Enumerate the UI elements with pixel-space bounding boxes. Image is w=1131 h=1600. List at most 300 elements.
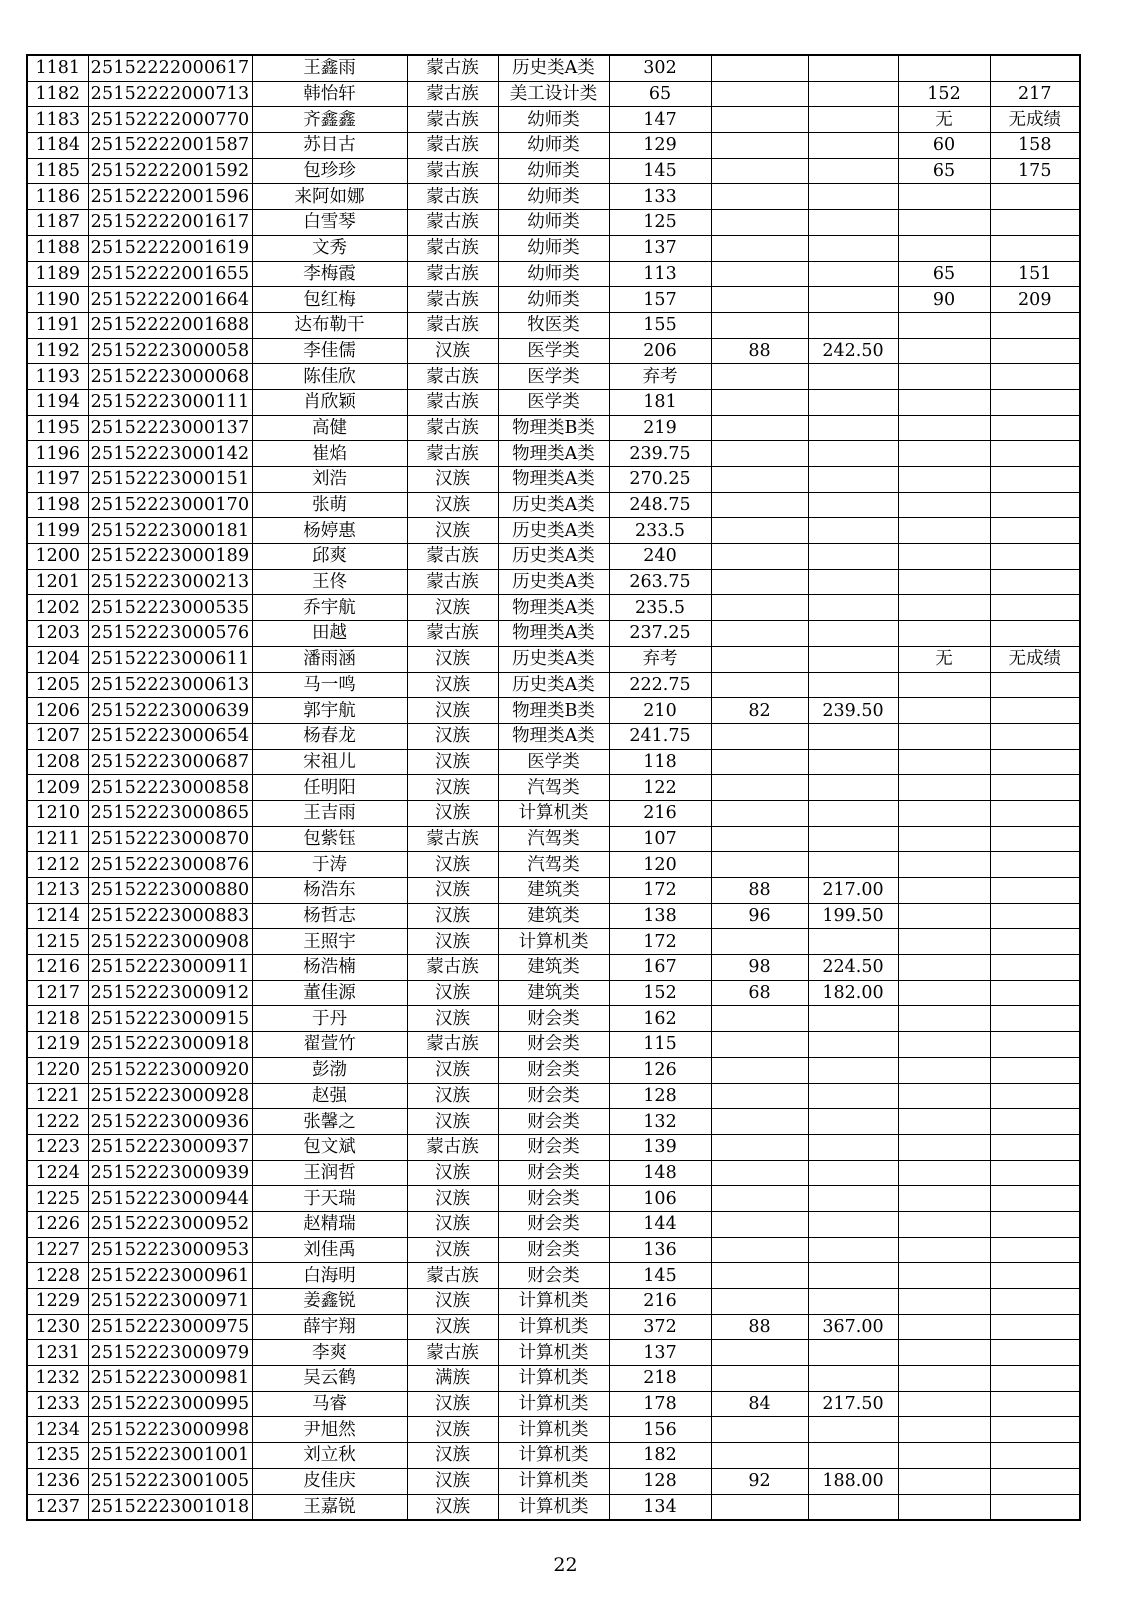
total-score-cell <box>808 364 898 390</box>
row-number-cell: 1190 <box>27 287 88 313</box>
name-cell: 文秀 <box>252 235 407 261</box>
row-number-cell: 1182 <box>27 81 88 107</box>
extra-score-cell <box>898 544 990 570</box>
skill-score-cell <box>711 261 808 287</box>
ethnicity-cell: 汉族 <box>407 723 498 749</box>
category-cell: 计算机类 <box>498 1417 609 1443</box>
row-number-cell: 1233 <box>27 1391 88 1417</box>
row-number-cell: 1214 <box>27 903 88 929</box>
ethnicity-cell: 汉族 <box>407 800 498 826</box>
exam-id-cell: 25152222000770 <box>88 107 252 133</box>
exam-id-cell: 25152223000058 <box>88 338 252 364</box>
table-row <box>27 158 1080 184</box>
total-score-cell <box>808 312 898 338</box>
culture-score-cell: 139 <box>609 1134 711 1160</box>
total-score-cell <box>808 569 898 595</box>
culture-score-cell: 148 <box>609 1160 711 1186</box>
extra-total-cell <box>990 389 1080 415</box>
table-row <box>27 1443 1080 1469</box>
ethnicity-cell: 汉族 <box>407 595 498 621</box>
name-cell: 董佳源 <box>252 980 407 1006</box>
total-score-cell <box>808 1006 898 1032</box>
category-cell: 医学类 <box>498 749 609 775</box>
extra-score-cell <box>898 1057 990 1083</box>
extra-total-cell <box>990 852 1080 878</box>
exam-id-cell: 25152223000213 <box>88 569 252 595</box>
name-cell: 刘浩 <box>252 467 407 493</box>
extra-total-cell: 175 <box>990 158 1080 184</box>
category-cell: 物理类A类 <box>498 723 609 749</box>
row-number-cell: 1210 <box>27 800 88 826</box>
extra-score-cell <box>898 235 990 261</box>
skill-score-cell <box>711 646 808 672</box>
extra-score-cell <box>898 210 990 236</box>
extra-score-cell <box>898 364 990 390</box>
ethnicity-cell: 蒙古族 <box>407 955 498 981</box>
name-cell: 白雪琴 <box>252 210 407 236</box>
extra-score-cell: 无 <box>898 646 990 672</box>
culture-score-cell: 106 <box>609 1186 711 1212</box>
extra-score-cell <box>898 389 990 415</box>
table-row <box>27 441 1080 467</box>
exam-id-cell: 25152223000939 <box>88 1160 252 1186</box>
table-row <box>27 133 1080 159</box>
culture-score-cell: 240 <box>609 544 711 570</box>
extra-score-cell <box>898 903 990 929</box>
skill-score-cell <box>711 55 808 81</box>
extra-score-cell <box>898 1032 990 1058</box>
total-score-cell: 242.50 <box>808 338 898 364</box>
category-cell: 建筑类 <box>498 878 609 904</box>
category-cell: 医学类 <box>498 364 609 390</box>
table-row <box>27 467 1080 493</box>
skill-score-cell <box>711 1057 808 1083</box>
category-cell: 建筑类 <box>498 980 609 1006</box>
category-cell: 财会类 <box>498 1237 609 1263</box>
extra-total-cell <box>990 980 1080 1006</box>
skill-score-cell <box>711 389 808 415</box>
extra-score-cell <box>898 312 990 338</box>
skill-score-cell <box>711 467 808 493</box>
exam-id-cell: 25152223000137 <box>88 415 252 441</box>
exam-id-cell: 25152223000998 <box>88 1417 252 1443</box>
total-score-cell <box>808 749 898 775</box>
category-cell: 计算机类 <box>498 1289 609 1315</box>
exam-id-cell: 25152223000975 <box>88 1314 252 1340</box>
name-cell: 张萌 <box>252 492 407 518</box>
name-cell: 于天瑞 <box>252 1186 407 1212</box>
extra-score-cell <box>898 1006 990 1032</box>
ethnicity-cell: 汉族 <box>407 903 498 929</box>
culture-score-cell: 113 <box>609 261 711 287</box>
ethnicity-cell: 汉族 <box>407 492 498 518</box>
row-number-cell: 1228 <box>27 1263 88 1289</box>
skill-score-cell <box>711 210 808 236</box>
exam-id-cell: 25152223000865 <box>88 800 252 826</box>
total-score-cell <box>808 287 898 313</box>
table-row <box>27 389 1080 415</box>
row-number-cell: 1205 <box>27 672 88 698</box>
ethnicity-cell: 汉族 <box>407 1160 498 1186</box>
name-cell: 彭渤 <box>252 1057 407 1083</box>
table-row <box>27 595 1080 621</box>
table-row <box>27 312 1080 338</box>
total-score-cell <box>808 55 898 81</box>
table-row <box>27 852 1080 878</box>
ethnicity-cell: 汉族 <box>407 1417 498 1443</box>
name-cell: 杨浩东 <box>252 878 407 904</box>
row-number-cell: 1208 <box>27 749 88 775</box>
exam-id-cell: 25152223000995 <box>88 1391 252 1417</box>
row-number-cell: 1224 <box>27 1160 88 1186</box>
name-cell: 杨婷惠 <box>252 518 407 544</box>
row-number-cell: 1195 <box>27 415 88 441</box>
skill-score-cell: 88 <box>711 338 808 364</box>
total-score-cell <box>808 800 898 826</box>
extra-total-cell: 217 <box>990 81 1080 107</box>
skill-score-cell <box>711 184 808 210</box>
ethnicity-cell: 汉族 <box>407 1109 498 1135</box>
extra-score-cell <box>898 1134 990 1160</box>
total-score-cell <box>808 1160 898 1186</box>
exam-id-cell: 25152222001617 <box>88 210 252 236</box>
name-cell: 李佳儒 <box>252 338 407 364</box>
total-score-cell: 188.00 <box>808 1468 898 1494</box>
culture-score-cell: 222.75 <box>609 672 711 698</box>
skill-score-cell <box>711 929 808 955</box>
skill-score-cell <box>711 595 808 621</box>
ethnicity-cell: 蒙古族 <box>407 621 498 647</box>
skill-score-cell <box>711 569 808 595</box>
total-score-cell <box>808 492 898 518</box>
skill-score-cell <box>711 1160 808 1186</box>
total-score-cell <box>808 672 898 698</box>
exam-id-cell: 25152223000068 <box>88 364 252 390</box>
row-number-cell: 1201 <box>27 569 88 595</box>
culture-score-cell: 233.5 <box>609 518 711 544</box>
total-score-cell <box>808 184 898 210</box>
total-score-cell <box>808 1289 898 1315</box>
name-cell: 韩怡轩 <box>252 81 407 107</box>
ethnicity-cell: 汉族 <box>407 929 498 955</box>
name-cell: 王吉雨 <box>252 800 407 826</box>
skill-score-cell: 96 <box>711 903 808 929</box>
culture-score-cell: 弃考 <box>609 364 711 390</box>
skill-score-cell: 88 <box>711 878 808 904</box>
exam-id-cell: 25152222001664 <box>88 287 252 313</box>
row-number-cell: 1222 <box>27 1109 88 1135</box>
ethnicity-cell: 汉族 <box>407 1494 498 1520</box>
category-cell: 历史类A类 <box>498 672 609 698</box>
exam-id-cell: 25152223000908 <box>88 929 252 955</box>
skill-score-cell <box>711 1109 808 1135</box>
row-number-cell: 1207 <box>27 723 88 749</box>
total-score-cell <box>808 81 898 107</box>
row-number-cell: 1181 <box>27 55 88 81</box>
culture-score-cell: 178 <box>609 1391 711 1417</box>
skill-score-cell <box>711 1289 808 1315</box>
total-score-cell <box>808 775 898 801</box>
row-number-cell: 1209 <box>27 775 88 801</box>
row-number-cell: 1213 <box>27 878 88 904</box>
ethnicity-cell: 汉族 <box>407 1443 498 1469</box>
extra-total-cell <box>990 1314 1080 1340</box>
total-score-cell <box>808 261 898 287</box>
category-cell: 计算机类 <box>498 1391 609 1417</box>
extra-score-cell <box>898 1109 990 1135</box>
skill-score-cell <box>711 800 808 826</box>
total-score-cell: 239.50 <box>808 698 898 724</box>
skill-score-cell <box>711 544 808 570</box>
row-number-cell: 1226 <box>27 1211 88 1237</box>
ethnicity-cell: 汉族 <box>407 1391 498 1417</box>
category-cell: 幼师类 <box>498 261 609 287</box>
category-cell: 财会类 <box>498 1083 609 1109</box>
row-number-cell: 1196 <box>27 441 88 467</box>
skill-score-cell <box>711 158 808 184</box>
category-cell: 历史类A类 <box>498 518 609 544</box>
total-score-cell <box>808 389 898 415</box>
row-number-cell: 1225 <box>27 1186 88 1212</box>
extra-total-cell <box>990 1391 1080 1417</box>
ethnicity-cell: 汉族 <box>407 980 498 1006</box>
name-cell: 杨春龙 <box>252 723 407 749</box>
skill-score-cell <box>711 364 808 390</box>
culture-score-cell: 137 <box>609 235 711 261</box>
exam-id-cell: 25152222001619 <box>88 235 252 261</box>
name-cell: 白海明 <box>252 1263 407 1289</box>
exam-id-cell: 25152222001592 <box>88 158 252 184</box>
table-row <box>27 1314 1080 1340</box>
total-score-cell <box>808 723 898 749</box>
table-row <box>27 929 1080 955</box>
ethnicity-cell: 汉族 <box>407 518 498 544</box>
ethnicity-cell: 蒙古族 <box>407 415 498 441</box>
ethnicity-cell: 蒙古族 <box>407 261 498 287</box>
culture-score-cell: 210 <box>609 698 711 724</box>
extra-score-cell: 无 <box>898 107 990 133</box>
total-score-cell <box>808 415 898 441</box>
skill-score-cell <box>711 1237 808 1263</box>
exam-id-cell: 25152223000953 <box>88 1237 252 1263</box>
extra-score-cell <box>898 826 990 852</box>
culture-score-cell: 136 <box>609 1237 711 1263</box>
name-cell: 苏日古 <box>252 133 407 159</box>
total-score-cell <box>808 235 898 261</box>
name-cell: 马睿 <box>252 1391 407 1417</box>
category-cell: 财会类 <box>498 1186 609 1212</box>
extra-total-cell <box>990 1134 1080 1160</box>
category-cell: 历史类A类 <box>498 569 609 595</box>
ethnicity-cell: 汉族 <box>407 1289 498 1315</box>
name-cell: 翟萱竹 <box>252 1032 407 1058</box>
name-cell: 姜鑫锐 <box>252 1289 407 1315</box>
ethnicity-cell: 汉族 <box>407 698 498 724</box>
category-cell: 牧医类 <box>498 312 609 338</box>
skill-score-cell <box>711 1211 808 1237</box>
table-row <box>27 723 1080 749</box>
name-cell: 王润哲 <box>252 1160 407 1186</box>
name-cell: 尹旭然 <box>252 1417 407 1443</box>
extra-total-cell <box>990 55 1080 81</box>
total-score-cell <box>808 544 898 570</box>
ethnicity-cell: 蒙古族 <box>407 1134 498 1160</box>
category-cell: 幼师类 <box>498 184 609 210</box>
culture-score-cell: 235.5 <box>609 595 711 621</box>
row-number-cell: 1197 <box>27 467 88 493</box>
extra-score-cell <box>898 518 990 544</box>
exam-id-cell: 25152223000611 <box>88 646 252 672</box>
row-number-cell: 1231 <box>27 1340 88 1366</box>
extra-score-cell <box>898 698 990 724</box>
culture-score-cell: 122 <box>609 775 711 801</box>
row-number-cell: 1216 <box>27 955 88 981</box>
extra-total-cell <box>990 1211 1080 1237</box>
name-cell: 高健 <box>252 415 407 441</box>
name-cell: 郭宇航 <box>252 698 407 724</box>
category-cell: 财会类 <box>498 1263 609 1289</box>
skill-score-cell: 84 <box>711 1391 808 1417</box>
skill-score-cell <box>711 107 808 133</box>
total-score-cell <box>808 1083 898 1109</box>
name-cell: 杨哲志 <box>252 903 407 929</box>
total-score-cell <box>808 210 898 236</box>
row-number-cell: 1198 <box>27 492 88 518</box>
exam-id-cell: 25152222000713 <box>88 81 252 107</box>
table-row <box>27 1289 1080 1315</box>
culture-score-cell: 219 <box>609 415 711 441</box>
row-number-cell: 1234 <box>27 1417 88 1443</box>
category-cell: 历史类A类 <box>498 55 609 81</box>
extra-total-cell: 209 <box>990 287 1080 313</box>
name-cell: 刘立秋 <box>252 1443 407 1469</box>
ethnicity-cell: 汉族 <box>407 878 498 904</box>
extra-score-cell <box>898 980 990 1006</box>
extra-score-cell <box>898 1083 990 1109</box>
name-cell: 乔宇航 <box>252 595 407 621</box>
ethnicity-cell: 蒙古族 <box>407 544 498 570</box>
exam-id-cell: 25152223000151 <box>88 467 252 493</box>
exam-id-cell: 25152223000189 <box>88 544 252 570</box>
name-cell: 张馨之 <box>252 1109 407 1135</box>
total-score-cell: 199.50 <box>808 903 898 929</box>
name-cell: 马一鸣 <box>252 672 407 698</box>
total-score-cell: 182.00 <box>808 980 898 1006</box>
name-cell: 包珍珍 <box>252 158 407 184</box>
total-score-cell <box>808 646 898 672</box>
exam-id-cell: 25152223000535 <box>88 595 252 621</box>
table-row <box>27 287 1080 313</box>
total-score-cell <box>808 518 898 544</box>
culture-score-cell: 218 <box>609 1366 711 1392</box>
skill-score-cell <box>711 133 808 159</box>
skill-score-cell <box>711 441 808 467</box>
category-cell: 幼师类 <box>498 158 609 184</box>
table-row <box>27 518 1080 544</box>
extra-score-cell: 65 <box>898 261 990 287</box>
table-row <box>27 1263 1080 1289</box>
total-score-cell <box>808 1186 898 1212</box>
table-row <box>27 261 1080 287</box>
skill-score-cell <box>711 235 808 261</box>
total-score-cell <box>808 621 898 647</box>
name-cell: 李爽 <box>252 1340 407 1366</box>
exam-id-cell: 25152223000687 <box>88 749 252 775</box>
extra-score-cell <box>898 1211 990 1237</box>
skill-score-cell <box>711 1083 808 1109</box>
row-number-cell: 1193 <box>27 364 88 390</box>
table-row <box>27 1211 1080 1237</box>
name-cell: 达布勒干 <box>252 312 407 338</box>
ethnicity-cell: 汉族 <box>407 852 498 878</box>
extra-total-cell <box>990 1032 1080 1058</box>
extra-score-cell <box>898 1494 990 1520</box>
table-row <box>27 184 1080 210</box>
skill-score-cell <box>711 287 808 313</box>
extra-total-cell <box>990 364 1080 390</box>
table-row <box>27 1417 1080 1443</box>
extra-total-cell <box>990 621 1080 647</box>
total-score-cell <box>808 1340 898 1366</box>
total-score-cell <box>808 852 898 878</box>
skill-score-cell <box>711 723 808 749</box>
exam-id-cell: 25152223000920 <box>88 1057 252 1083</box>
ethnicity-cell: 蒙古族 <box>407 287 498 313</box>
extra-total-cell <box>990 1186 1080 1212</box>
name-cell: 潘雨涵 <box>252 646 407 672</box>
extra-total-cell <box>990 1443 1080 1469</box>
extra-total-cell <box>990 467 1080 493</box>
extra-score-cell <box>898 672 990 698</box>
ethnicity-cell: 汉族 <box>407 749 498 775</box>
total-score-cell <box>808 929 898 955</box>
name-cell: 包文斌 <box>252 1134 407 1160</box>
category-cell: 计算机类 <box>498 1494 609 1520</box>
extra-total-cell <box>990 415 1080 441</box>
total-score-cell <box>808 441 898 467</box>
table-row <box>27 235 1080 261</box>
exam-id-cell: 25152222001688 <box>88 312 252 338</box>
name-cell: 齐鑫鑫 <box>252 107 407 133</box>
exam-id-cell: 25152223000979 <box>88 1340 252 1366</box>
row-number-cell: 1192 <box>27 338 88 364</box>
table-row <box>27 800 1080 826</box>
exam-id-cell: 25152223000181 <box>88 518 252 544</box>
ethnicity-cell: 蒙古族 <box>407 569 498 595</box>
name-cell: 王佟 <box>252 569 407 595</box>
total-score-cell <box>808 1263 898 1289</box>
category-cell: 财会类 <box>498 1032 609 1058</box>
total-score-cell: 367.00 <box>808 1314 898 1340</box>
skill-score-cell: 82 <box>711 698 808 724</box>
table-row <box>27 1006 1080 1032</box>
extra-total-cell <box>990 338 1080 364</box>
ethnicity-cell: 汉族 <box>407 1083 498 1109</box>
exam-id-cell: 25152223000918 <box>88 1032 252 1058</box>
ethnicity-cell: 蒙古族 <box>407 1032 498 1058</box>
culture-score-cell: 147 <box>609 107 711 133</box>
extra-score-cell <box>898 1237 990 1263</box>
exam-id-cell: 25152223000858 <box>88 775 252 801</box>
name-cell: 包红梅 <box>252 287 407 313</box>
table-row <box>27 1237 1080 1263</box>
category-cell: 汽驾类 <box>498 826 609 852</box>
culture-score-cell: 372 <box>609 1314 711 1340</box>
total-score-cell <box>808 1134 898 1160</box>
culture-score-cell: 128 <box>609 1083 711 1109</box>
extra-score-cell <box>898 878 990 904</box>
extra-total-cell <box>990 569 1080 595</box>
